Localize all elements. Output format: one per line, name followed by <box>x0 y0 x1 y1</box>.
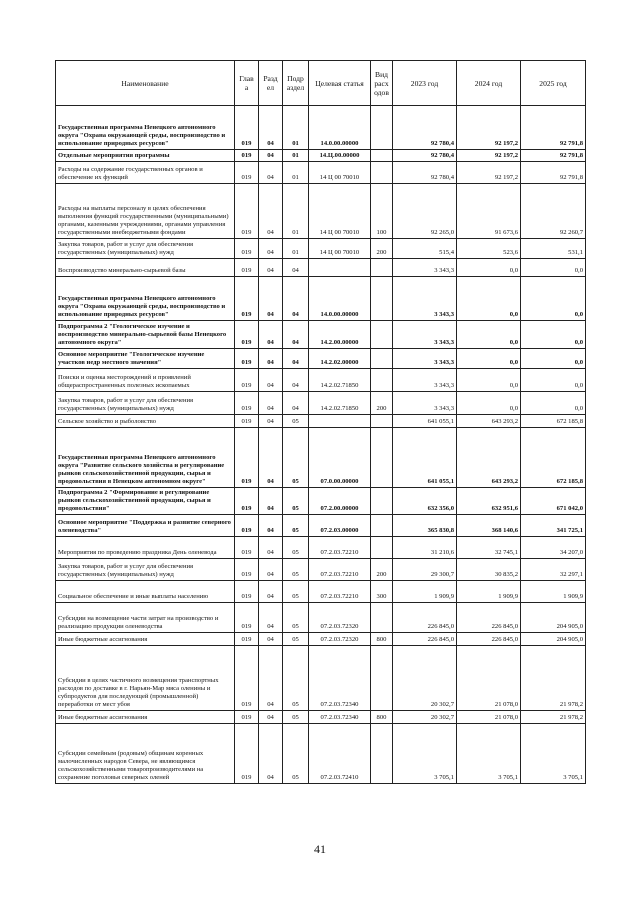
table-row <box>56 392 586 415</box>
row-2023: 92 780,4 <box>393 162 457 184</box>
table-row <box>56 488 586 515</box>
row-razdel: 04 <box>259 321 283 349</box>
row-target: 14.2.02.00000 <box>309 349 371 369</box>
row-podrazdel: 01 <box>283 162 309 184</box>
row-name: Иные бюджетные ассигнования <box>56 711 235 724</box>
row-2023: 31 210,6 <box>393 537 457 559</box>
page-number: 41 <box>314 842 326 856</box>
row-vid <box>371 515 393 537</box>
row-name: Закупка товаров, работ и услуг для обеспечения государственных (муниципальных) нужд <box>56 392 235 415</box>
row-2023: 3 705,1 <box>393 724 457 784</box>
table-row <box>56 559 586 581</box>
table-row <box>56 184 586 239</box>
row-glava: 019 <box>235 415 259 428</box>
row-2025: 672 185,8 <box>521 415 586 428</box>
row-name: Социальное обеспечение и иные выплаты населению <box>56 581 235 603</box>
row-podrazdel: 05 <box>283 515 309 537</box>
row-2023: 92 265,0 <box>393 184 457 239</box>
row-razdel: 04 <box>259 369 283 392</box>
row-2023: 29 300,7 <box>393 559 457 581</box>
row-razdel: 04 <box>259 515 283 537</box>
row-2023: 92 780,4 <box>393 150 457 162</box>
row-2025: 92 791,8 <box>521 150 586 162</box>
row-2024: 0,0 <box>457 349 521 369</box>
row-podrazdel: 04 <box>283 321 309 349</box>
row-2024: 92 197,2 <box>457 162 521 184</box>
row-glava: 019 <box>235 392 259 415</box>
row-name: Иные бюджетные ассигнования <box>56 633 235 646</box>
row-glava: 019 <box>235 277 259 321</box>
row-2025: 21 978,2 <box>521 711 586 724</box>
row-name: Отдельные мероприятия программы <box>56 150 235 162</box>
row-target: 14 Ц 00 70010 <box>309 162 371 184</box>
row-glava: 019 <box>235 646 259 711</box>
row-2025: 341 725,1 <box>521 515 586 537</box>
col-header-name: Наименование <box>56 61 235 106</box>
row-2024: 368 140,6 <box>457 515 521 537</box>
row-2024: 92 197,2 <box>457 106 521 150</box>
row-razdel: 04 <box>259 150 283 162</box>
table-row <box>56 724 586 784</box>
row-vid <box>371 321 393 349</box>
table-row <box>56 259 586 277</box>
row-target: 14.Ц.00.00000 <box>309 150 371 162</box>
row-glava: 019 <box>235 239 259 259</box>
table-row <box>56 277 586 321</box>
row-razdel: 04 <box>259 162 283 184</box>
table-row <box>56 428 586 488</box>
row-podrazdel: 04 <box>283 392 309 415</box>
table-row <box>56 150 586 162</box>
row-razdel: 04 <box>259 724 283 784</box>
row-podrazdel: 01 <box>283 106 309 150</box>
row-2025: 0,0 <box>521 321 586 349</box>
row-target: 14.2.02.71850 <box>309 392 371 415</box>
row-target: 07.2.03.72210 <box>309 559 371 581</box>
row-podrazdel: 05 <box>283 488 309 515</box>
row-glava: 019 <box>235 633 259 646</box>
row-podrazdel: 01 <box>283 239 309 259</box>
row-target: 07.2.03.72410 <box>309 724 371 784</box>
row-vid <box>371 428 393 488</box>
row-2025: 0,0 <box>521 259 586 277</box>
row-vid: 100 <box>371 184 393 239</box>
row-glava: 019 <box>235 150 259 162</box>
row-2023: 3 343,3 <box>393 349 457 369</box>
row-2025: 0,0 <box>521 349 586 369</box>
row-podrazdel: 04 <box>283 369 309 392</box>
row-razdel: 04 <box>259 537 283 559</box>
col-header-target: Целевая статья <box>309 61 371 106</box>
row-vid <box>371 646 393 711</box>
row-glava: 019 <box>235 581 259 603</box>
row-2025: 0,0 <box>521 392 586 415</box>
row-podrazdel: 05 <box>283 559 309 581</box>
row-target: 07.2.03.72340 <box>309 711 371 724</box>
row-vid <box>371 349 393 369</box>
table-row <box>56 633 586 646</box>
row-vid <box>371 106 393 150</box>
row-glava: 019 <box>235 711 259 724</box>
row-2023: 226 845,0 <box>393 603 457 633</box>
row-razdel: 04 <box>259 106 283 150</box>
row-2024: 1 909,9 <box>457 581 521 603</box>
table-row <box>56 603 586 633</box>
row-glava: 019 <box>235 559 259 581</box>
row-glava: 019 <box>235 106 259 150</box>
row-vid <box>371 162 393 184</box>
row-2023: 20 302,7 <box>393 711 457 724</box>
row-name: Основное мероприятие "Поддержка и развитие северного оленеводства" <box>56 515 235 537</box>
row-podrazdel: 05 <box>283 428 309 488</box>
table-row <box>56 581 586 603</box>
row-2024: 632 951,6 <box>457 488 521 515</box>
table-row <box>56 515 586 537</box>
row-2024: 0,0 <box>457 277 521 321</box>
row-target: 07.2.03.72320 <box>309 633 371 646</box>
row-glava: 019 <box>235 537 259 559</box>
row-podrazdel: 01 <box>283 184 309 239</box>
row-2024: 523,6 <box>457 239 521 259</box>
row-2025: 671 042,0 <box>521 488 586 515</box>
row-2025: 34 207,0 <box>521 537 586 559</box>
row-name: Поиски и оценка месторождений и проявлений общераспространенных полезных ископаемых <box>56 369 235 392</box>
row-name: Сельское хозяйство и рыболовство <box>56 415 235 428</box>
row-target: 07.2.03.72340 <box>309 646 371 711</box>
row-podrazdel: 05 <box>283 646 309 711</box>
row-2024: 643 293,2 <box>457 415 521 428</box>
row-2024: 92 197,2 <box>457 150 521 162</box>
row-target: 14 Ц 00 70010 <box>309 184 371 239</box>
row-name: Закупка товаров, работ и услуг для обеспечения государственных (муниципальных) нужд <box>56 559 235 581</box>
row-razdel: 04 <box>259 559 283 581</box>
row-name: Субсидии в целях частичного возмещения транспортных расходов по доставке в г. Нарьян-Мар мяса оленины и субпродуктов для последующей (промышленной) переработки от мест убоя <box>56 646 235 711</box>
row-glava: 019 <box>235 259 259 277</box>
row-2023: 641 055,1 <box>393 415 457 428</box>
row-podrazdel: 05 <box>283 537 309 559</box>
row-2025: 0,0 <box>521 369 586 392</box>
row-razdel: 04 <box>259 239 283 259</box>
col-header-glava: Глав а <box>235 61 259 106</box>
row-vid <box>371 603 393 633</box>
row-razdel: 04 <box>259 428 283 488</box>
table-row <box>56 239 586 259</box>
row-vid: 200 <box>371 559 393 581</box>
row-glava: 019 <box>235 349 259 369</box>
row-name: Подпрограмма 2 "Формирование и регулирование рынков сельскохозяйственной продукции, сырья и продовольствия" <box>56 488 235 515</box>
col-header-2024: 2024 год <box>457 61 521 106</box>
row-2025: 92 260,7 <box>521 184 586 239</box>
row-razdel: 04 <box>259 349 283 369</box>
row-razdel: 04 <box>259 581 283 603</box>
row-2024: 3 705,1 <box>457 724 521 784</box>
row-2024: 643 293,2 <box>457 428 521 488</box>
row-podrazdel: 05 <box>283 581 309 603</box>
row-2025: 21 978,2 <box>521 646 586 711</box>
row-name: Основное мероприятие "Геологическое изучение участков недр местного значения" <box>56 349 235 369</box>
row-2023: 3 343,3 <box>393 321 457 349</box>
row-2023: 3 343,3 <box>393 369 457 392</box>
row-name: Субсидии на возмещение части затрат на производство и реализацию продукции оленеводства <box>56 603 235 633</box>
row-glava: 019 <box>235 184 259 239</box>
row-glava: 019 <box>235 369 259 392</box>
row-razdel: 04 <box>259 711 283 724</box>
row-razdel: 04 <box>259 488 283 515</box>
row-razdel: 04 <box>259 184 283 239</box>
table-row <box>56 646 586 711</box>
row-2023: 226 845,0 <box>393 633 457 646</box>
row-name: Государственная программа Ненецкого автономного округа "Охрана окружающей среды, воспроизводство и использование природных ресурсов" <box>56 106 235 150</box>
row-podrazdel: 05 <box>283 415 309 428</box>
row-podrazdel: 05 <box>283 633 309 646</box>
row-name: Мероприятия по проведению праздника День оленевода <box>56 537 235 559</box>
row-2024: 21 078,0 <box>457 711 521 724</box>
row-2024: 226 845,0 <box>457 633 521 646</box>
budget-table <box>55 60 586 784</box>
row-vid <box>371 369 393 392</box>
col-header-razdel: Разд ел <box>259 61 283 106</box>
row-2023: 365 830,8 <box>393 515 457 537</box>
row-glava: 019 <box>235 515 259 537</box>
row-2025: 92 791,8 <box>521 106 586 150</box>
row-target: 14.2.02.71850 <box>309 369 371 392</box>
row-name: Расходы на содержание государственных органов и обеспечение их функций <box>56 162 235 184</box>
row-name: Субсидии семейным (родовым) общинам коренных малочисленных народов Севера, не являющимся сельскохозяйственными товаропроизводителями на сохранение поголовья северных оленей <box>56 724 235 784</box>
row-name: Расходы на выплаты персоналу в целях обеспечения выполнения функций государственными (муниципальными) органами, казенными учреждениями, органами управления государственными внебюджетными фондами <box>56 184 235 239</box>
row-vid <box>371 415 393 428</box>
row-podrazdel: 05 <box>283 603 309 633</box>
row-glava: 019 <box>235 724 259 784</box>
row-2025: 0,0 <box>521 277 586 321</box>
row-2025: 3 705,1 <box>521 724 586 784</box>
row-2025: 92 791,8 <box>521 162 586 184</box>
row-glava: 019 <box>235 321 259 349</box>
row-vid <box>371 537 393 559</box>
row-2024: 32 745,1 <box>457 537 521 559</box>
row-2024: 0,0 <box>457 259 521 277</box>
row-target: 07.2.03.00000 <box>309 515 371 537</box>
row-2023: 3 343,3 <box>393 277 457 321</box>
table-body <box>56 106 586 784</box>
table-header-row <box>56 61 586 106</box>
row-2025: 672 185,8 <box>521 428 586 488</box>
table-row <box>56 349 586 369</box>
table-row <box>56 321 586 349</box>
row-podrazdel: 01 <box>283 150 309 162</box>
row-2024: 0,0 <box>457 321 521 349</box>
row-target: 07.0.00.00000 <box>309 428 371 488</box>
row-name: Государственная программа Ненецкого автономного округа "Развитие сельского хозяйства и регулирование рынков сельскохозяйственной продукции, сырья и продовольствия в Ненецком автономном округе" <box>56 428 235 488</box>
row-2023: 3 343,3 <box>393 259 457 277</box>
row-podrazdel: 05 <box>283 711 309 724</box>
table-row <box>56 106 586 150</box>
row-glava: 019 <box>235 488 259 515</box>
row-vid: 200 <box>371 392 393 415</box>
row-target <box>309 259 371 277</box>
row-razdel: 04 <box>259 415 283 428</box>
row-2023: 92 780,4 <box>393 106 457 150</box>
row-razdel: 04 <box>259 633 283 646</box>
row-razdel: 04 <box>259 259 283 277</box>
table-row <box>56 415 586 428</box>
row-vid <box>371 488 393 515</box>
row-2025: 1 909,9 <box>521 581 586 603</box>
row-2024: 21 078,0 <box>457 646 521 711</box>
row-podrazdel: 04 <box>283 349 309 369</box>
row-vid: 200 <box>371 239 393 259</box>
row-vid: 300 <box>371 581 393 603</box>
row-vid: 800 <box>371 633 393 646</box>
row-2023: 1 909,9 <box>393 581 457 603</box>
row-2024: 30 835,2 <box>457 559 521 581</box>
row-2025: 531,1 <box>521 239 586 259</box>
row-target: 14 Ц 00 70010 <box>309 239 371 259</box>
table-row <box>56 369 586 392</box>
table-row <box>56 711 586 724</box>
row-glava: 019 <box>235 603 259 633</box>
row-target: 07.2.03.72320 <box>309 603 371 633</box>
row-target: 07.2.03.72210 <box>309 581 371 603</box>
row-vid <box>371 724 393 784</box>
row-2024: 226 845,0 <box>457 603 521 633</box>
row-2025: 204 905,0 <box>521 633 586 646</box>
row-name: Подпрограмма 2 "Геологическое изучение и воспроизводство минерально-сырьевой базы Ненецкого автономного округа" <box>56 321 235 349</box>
col-header-2023: 2023 год <box>393 61 457 106</box>
row-target: 14.2.00.00000 <box>309 321 371 349</box>
row-razdel: 04 <box>259 646 283 711</box>
col-header-2025: 2025 год <box>521 61 586 106</box>
table-row <box>56 537 586 559</box>
row-target: 07.2.03.72210 <box>309 537 371 559</box>
row-2023: 632 356,0 <box>393 488 457 515</box>
row-2025: 32 297,1 <box>521 559 586 581</box>
row-2023: 3 343,3 <box>393 392 457 415</box>
row-2024: 0,0 <box>457 392 521 415</box>
row-glava: 019 <box>235 428 259 488</box>
col-header-vid: Вид расх одов <box>371 61 393 106</box>
row-podrazdel: 05 <box>283 724 309 784</box>
row-2023: 515,4 <box>393 239 457 259</box>
row-razdel: 04 <box>259 277 283 321</box>
row-2023: 641 055,1 <box>393 428 457 488</box>
row-2025: 204 905,0 <box>521 603 586 633</box>
row-name: Закупка товаров, работ и услуг для обеспечения государственных (муниципальных) нужд <box>56 239 235 259</box>
row-target: 07.2.00.00000 <box>309 488 371 515</box>
row-podrazdel: 04 <box>283 277 309 321</box>
table-row <box>56 162 586 184</box>
row-vid <box>371 277 393 321</box>
col-header-podrazdel: Подр аздел <box>283 61 309 106</box>
row-vid <box>371 259 393 277</box>
row-target <box>309 415 371 428</box>
row-target: 14.0.00.00000 <box>309 106 371 150</box>
row-podrazdel: 04 <box>283 259 309 277</box>
row-name: Воспроизводство минерально-сырьевой базы <box>56 259 235 277</box>
row-name: Государственная программа Ненецкого автономного округа "Охрана окружающей среды, воспроизводство и использование природных ресурсов" <box>56 277 235 321</box>
row-2024: 0,0 <box>457 369 521 392</box>
row-glava: 019 <box>235 162 259 184</box>
row-razdel: 04 <box>259 392 283 415</box>
row-vid <box>371 150 393 162</box>
row-2023: 20 302,7 <box>393 646 457 711</box>
row-target: 14.0.00.00000 <box>309 277 371 321</box>
row-2024: 91 673,6 <box>457 184 521 239</box>
row-vid: 800 <box>371 711 393 724</box>
row-razdel: 04 <box>259 603 283 633</box>
